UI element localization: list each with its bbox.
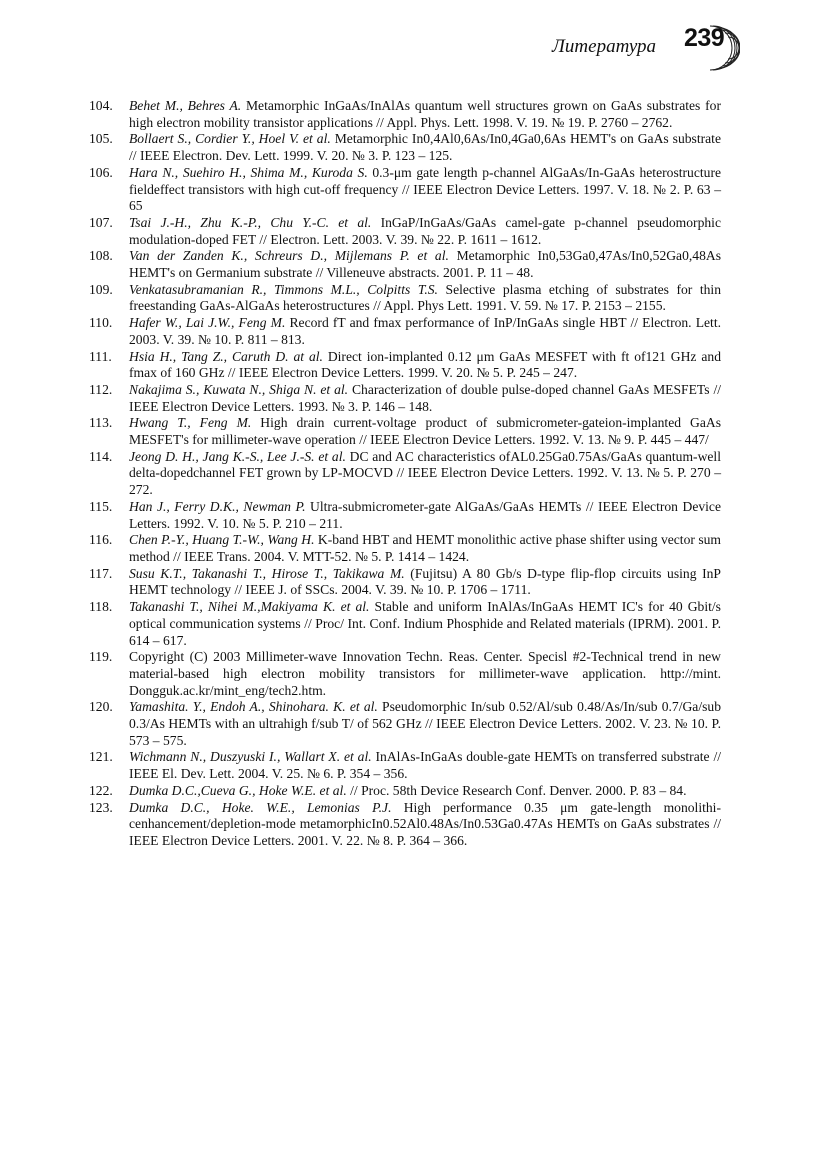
reference-number: 112. [89,381,113,397]
reference-number: 120. [89,699,113,715]
reference-authors: Han J., Ferry D.K., Newman P. [129,498,306,514]
reference-item [89,599,721,649]
reference-number: 106. [89,164,113,180]
reference-number: 119. [89,649,113,665]
reference-item [89,131,721,164]
reference-authors: Wichmann N., Duszyuski I., Wallart X. et al. [129,749,372,765]
reference-text: Metamorphic In0,4Al0,6As/In0,4Ga0,6As HEMT's on GaAs substrate // IEEE Electron. Dev. Lett. 1999. V. 20. № 3. P. 123 – 125. [129,131,721,164]
reference-authors: Behet M., Behres A. [129,98,242,113]
reference-number: 108. [89,248,113,264]
reference-number: 115. [89,498,113,514]
reference-item [89,98,721,131]
page-number: 239 [684,24,725,52]
reference-number: 114. [89,448,113,464]
reference-authors: Hwang T., Feng M. [129,415,252,431]
section-title: Литература [552,36,656,57]
reference-authors: Nakajima S., Kuwata N., Shiga N. et al. [129,381,349,397]
page-header [0,24,826,74]
reference-text: Ultra-submicrometer-gate AlGaAs/GaAs HEMTs // IEEE Electron Device Letters. 1992. V. 10. № 5. P. 210 – 211. [129,498,722,531]
reference-list [89,98,721,850]
reference-authors: Susu K.T., Takanashi T., Hirose T., Takikawa M. [129,565,405,581]
reference-text: InGaP/InGaAs/GaAs camel-gate p-channel pseudomorphic modulation-doped FET // Electron. Lett. 2003. V. 39. № 22. P. 1611 – 1612. [129,214,721,247]
reference-number: 111. [89,348,112,364]
reference-item [89,783,721,800]
reference-number: 105. [89,131,113,147]
reference-number: 104. [89,98,113,113]
reference-item [89,499,721,532]
reference-text: High performance 0.35 μm gate-length monolithi-cenhancement/depletion-mode metamorphicIn0.52Al0.48As/In0.53Ga0.47As HEMTs on GaAs substrates // IEEE Electron Device Letters. 2001. V. 22. № 8. P. 364 – 366. [129,799,721,848]
reference-authors: Chen P.-Y., Huang T.-W., Wang H. [129,532,315,548]
reference-item [89,282,721,315]
reference-authors: Dumka D.C., Hoke. W.E., Lemonias P.J. [129,799,392,815]
reference-number: 122. [89,782,113,798]
reference-authors: Tsai J.-H., Zhu K.-P., Chu Y.-C. et al. [129,214,372,230]
reference-item [89,248,721,281]
reference-text: Selective plasma etching of substrates for thin freestanding GaAs-AlGaAs heterostructures // Appl. Phys Lett. 1991. V. 59. № 17. P. 2153 – 2155. [129,281,722,314]
reference-item [89,566,721,599]
reference-number: 113. [89,415,113,431]
reference-item [89,449,721,499]
reference-item [89,315,721,348]
reference-authors: Yamashita. Y., Endoh A., Shinohara. K. et al. [129,699,378,715]
reference-authors: Hsia H., Tang Z., Caruth D. at al. [129,348,323,364]
reference-text: Stable and uniform InAlAs/InGaAs HEMT IC's for 40 Gbit/s optical communication systems // Proc/ Int. Conf. Indium Phosphide and Related materials (IPRM). 2001. P. 614 – 617. [129,599,721,648]
reference-authors: Van der Zanden K., Schreurs D., Mijlemans P. et al. [129,248,449,264]
reference-text: (Fujitsu) A 80 Gb/s D-type flip-flop circuits using InP HEMT technology // IEEE J. of SSCs. 2004. V. 39. № 10. P. 1706 – 1711. [129,565,721,598]
reference-text: Copyright (C) 2003 Millimeter-wave Innovation Techn. Reas. Center. Specisl #2-Technical trend in new material-based high electron mobility transistors for millimeter-wave application. http://mint. Dongguk.ac.kr/mint_eng/tech2.htm. [129,649,721,698]
reference-item [89,699,721,749]
reference-item [89,649,721,699]
reference-number: 110. [89,315,113,331]
reference-text: DC and AC characteristics ofAL0.25Ga0.75As/GaAs quantum-well delta-dopedchannel FET grown by LP-MOCVD // IEEE Electron Device Letters. 1992. V. 13. № 5. P. 270 – 272. [129,448,721,498]
reference-authors: Hara N., Suehiro H., Shima M., Kuroda S. [129,164,368,180]
reference-text: Direct ion-implanted 0.12 μm GaAs MESFET with ft of121 GHz and fmax of 160 GHz // IEEE Electron Device Letters. 1999. V. 20. № 5. P. 245 – 247. [129,348,721,381]
reference-text: Metamorphic InGaAs/InAlAs quantum well structures grown on GaAs substrates for high electron mobility transistor applications // Appl. Phys. Lett. 1998. V. 19. № 19. P. 2760 – 2762. [129,98,721,130]
reference-number: 116. [89,532,113,548]
reference-authors: Venkatasubramanian R., Timmons M.L., Colpitts T.S. [129,281,438,297]
reference-item [89,382,721,415]
reference-item [89,415,721,448]
reference-text: High drain current-voltage product of submicrometer-gateion-implanted GaAs MESFET's for millimeter-wave operation // IEEE Electron Device Letters. 1992. V. 13. № 9. P. 445 – 447/ [129,415,721,448]
reference-number: 117. [89,565,113,581]
reference-text: // Proc. 58th Device Research Conf. Denver. 2000. P. 83 – 84. [346,782,687,798]
reference-number: 123. [89,799,113,815]
reference-text: K-band HBT and HEMT monolithic active phase shifter using vector sum method // IEEE Trans. 2004. V. MTT-52. № 5. P. 1414 – 1424. [129,532,721,564]
reference-text: Pseudomorphic In/sub 0.52/Al/sub 0.48/As/In/sub 0.7/Ga/sub 0.3/As HEMTs with an ultrahigh f/sub T/ of 562 GHz // IEEE Electron Device Letters. 2002. V. 23. № 10. P. 573 – 575. [129,699,722,748]
reference-text: Record fT and fmax performance of InP/InGaAs single HBT // Electron. Lett. 2003. V. 39. № 10. P. 811 – 813. [129,315,722,347]
reference-item [89,349,721,382]
reference-authors: Dumka D.C.,Cueva G., Hoke W.E. et al. [129,782,347,798]
reference-authors: Hafer W., Lai J.W., Feng M. [129,315,286,331]
reference-item [89,215,721,248]
reference-number: 118. [89,599,113,615]
reference-item [89,532,721,565]
reference-number: 109. [89,281,113,297]
reference-text: Metamorphic In0,53Ga0,47As/In0,52Ga0,48As HEMT's on Germanium substrate // Villeneuve abstracts. 2001. P. 11 – 48. [129,248,721,281]
reference-number: 107. [89,214,113,230]
reference-text: 0.3-μm gate length p-channel AlGaAs/In-GaAs heterostructure fieldeffect transistors with high cut-off frequency // IEEE Electron Device Letters. 1997. V. 18. № 2. P. 63 – 65 [129,164,722,214]
reference-authors: Takanashi T., Nihei M.,Makiyama K. et al. [129,599,370,615]
reference-authors: Bollaert S., Cordier Y., Hoel V. et al. [129,131,331,147]
reference-item [89,749,721,782]
reference-item [89,165,721,215]
reference-authors: Jeong D. H., Jang K.-S., Lee J.-S. et al. [129,448,346,464]
reference-text: Characterization of double pulse-doped channel GaAs MESFETs // IEEE Electron Device Letters. 1993. № 3. P. 146 – 148. [129,381,721,414]
reference-text: InAlAs-InGaAs double-gate HEMTs on transferred substrate // IEEE El. Dev. Lett. 2004. V. 25. № 6. P. 354 – 356. [129,749,721,782]
reference-item [89,800,721,850]
reference-number: 121. [89,749,113,765]
